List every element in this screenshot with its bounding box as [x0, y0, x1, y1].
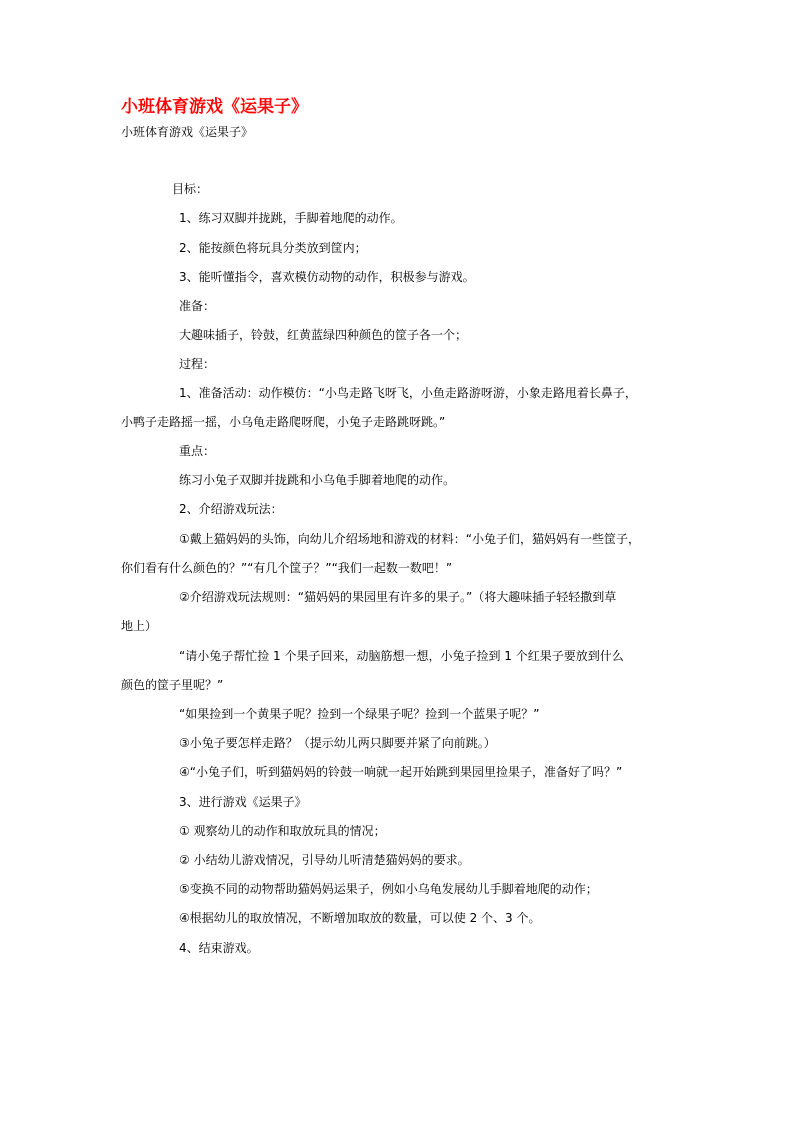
step-3-item-3: ⑤变换不同的动物帮助猫妈妈运果子，例如小乌龟发展幼儿手脚着地爬的动作；: [179, 882, 598, 896]
key-point-text: 练习小兔子双脚并拢跳和小乌龟手脚着地爬的动作。: [179, 473, 456, 487]
goal-item-3: 3、能听懂指令，喜欢模仿动物的动作，积极参与游戏。: [179, 270, 475, 284]
document-subtitle: 小班体育游戏《运果子》: [121, 125, 254, 139]
section-heading-process: 过程：: [179, 357, 216, 371]
step-2-quote-2: “如果捡到一个黄果子呢？捡到一个绿果子呢？捡到一个蓝果子呢？”: [179, 707, 540, 721]
step-2-item-3: ③小兔子要怎样走路？（提示幼儿两只脚要并紧了向前跳。）: [179, 736, 496, 750]
step-2-quote-1-line-1: “请小兔子帮忙捡 1 个果子回来，动脑筋想一想，小兔子捡到 1 个红果子要放到什么: [179, 649, 624, 663]
step-2-item-4: ④“小兔子们，听到猫妈妈的铃鼓一响就一起开始跳到果园里捡果子，准备好了吗？”: [179, 765, 623, 779]
goal-item-1: 1、练习双脚并拢跳，手脚着地爬的动作。: [179, 211, 403, 225]
step-2-item-1-line-1: ①戴上猫妈妈的头饰，向幼儿介绍场地和游戏的材料：“小兔子们，猫妈妈有一些筐子，: [179, 532, 640, 546]
section-heading-key-point: 重点：: [179, 444, 216, 458]
goal-item-2: 2、能按颜色将玩具分类放到筐内；: [179, 241, 367, 255]
section-heading-preparation: 准备：: [179, 299, 216, 313]
step-2-item-2-line-1: ②介绍游戏玩法规则：“猫妈妈的果园里有许多的果子。”（将大趣味插子轻轻撒到草: [179, 590, 617, 604]
step-2-quote-1-line-2: 颜色的筐子里呢？”: [121, 678, 224, 692]
document-title: 小班体育游戏《运果子》: [121, 97, 308, 117]
section-heading-goals: 目标：: [172, 182, 209, 196]
process-step-1-line-2: 小鸭子走路摇一摇，小乌龟走路爬呀爬，小兔子走路跳呀跳。”: [121, 415, 446, 429]
step-3-item-2: ② 小结幼儿游戏情况，引导幼儿听清楚猫妈妈的要求。: [179, 853, 470, 867]
step-3-item-4: ④根据幼儿的取放情况，不断增加取放的数量，可以使 2 个、3 个。: [179, 911, 541, 925]
preparation-text: 大趣味插子，铃鼓，红黄蓝绿四种颜色的筐子各一个；: [179, 328, 468, 342]
step-2-item-2-line-2: 地上）: [121, 619, 158, 633]
step-3-item-1: ① 观察幼儿的动作和取放玩具的情况；: [179, 824, 386, 838]
step-2-item-1-line-2: 你们看有什么颜色的？”“有几个筐子？”“我们一起数一数吧！”: [121, 561, 453, 575]
process-step-2-heading: 2、介绍游戏玩法：: [179, 502, 283, 516]
process-step-1-line-1: 1、准备活动：动作模仿：“小鸟走路飞呀飞，小鱼走路游呀游，小象走路甩着长鼻子，: [179, 386, 637, 400]
process-step-3-heading: 3、进行游戏《运果子》: [179, 795, 307, 809]
process-step-4: 4、结束游戏。: [179, 941, 259, 955]
